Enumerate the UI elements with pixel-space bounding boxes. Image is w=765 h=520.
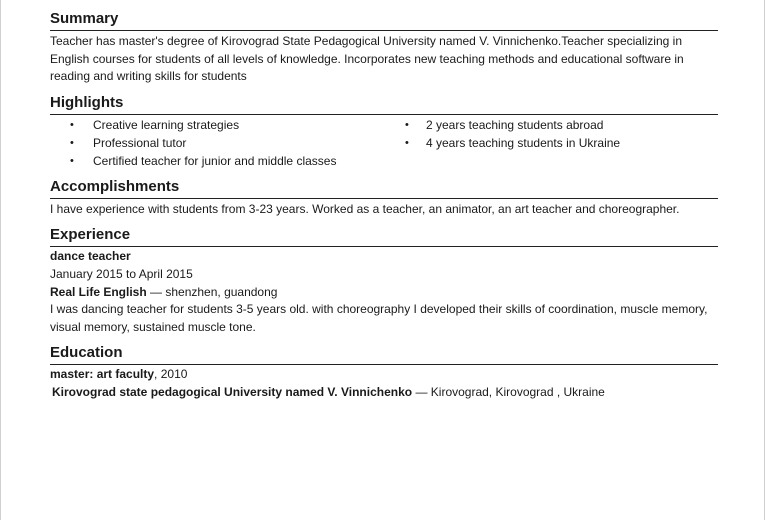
accomplishments-heading: Accomplishments [50,177,718,199]
accomplishments-section [50,177,718,219]
degree-name: master: art faculty [50,367,155,381]
bullet-icon: • [405,118,409,131]
experience-heading: Experience [50,225,718,247]
job-employer [50,283,718,301]
bullet-icon: • [70,136,74,149]
school-location: — Kirovograd, Kirovograd , Ukraine [412,385,605,399]
bullet-icon: • [70,154,74,167]
summary-heading: Summary [50,9,718,31]
bullet-icon: • [70,118,74,131]
resume-content [50,9,718,408]
highlight-text: 4 years teaching students in Ukraine [426,135,621,150]
highlight-text: Professional tutor [93,135,187,150]
highlight-item [50,134,405,152]
education-school-line [50,383,718,401]
summary-section [50,9,718,86]
highlights-list [50,116,718,170]
job-description: I was dancing teacher for students 3-5 years old. with choreography I developed their skills of coordination, muscle memory, visual memory, sustained muscle tone. [50,302,708,334]
highlights-right-column [405,116,620,170]
company-location: — shenzhen, guandong [146,285,278,299]
highlight-item [405,116,620,134]
highlight-text: 2 years teaching students abroad [426,117,604,132]
job-title: dance teacher [50,249,131,263]
highlight-item [405,134,620,152]
bullet-icon: • [405,136,409,149]
education-degree-line [50,365,718,383]
company-name: Real Life English [50,285,147,299]
highlight-item [50,152,405,170]
summary-text: Teacher has master's degree of Kirovograd State Pedagogical University named V. Vinnichenko.Teacher specializing in English courses for students of all levels of knowledge. Incorporates new teaching methods and educational software in reading and writing skills for students [50,34,684,83]
job-dates: January 2015 to April 2015 [50,267,193,281]
highlights-section [50,93,718,170]
highlights-left-column [50,116,405,170]
education-section [50,343,718,401]
highlights-heading: Highlights [50,93,718,115]
school-name: Kirovograd state pedagogical University named V. Vinnichenko [52,385,413,399]
highlight-item [50,116,405,134]
accomplishments-text: I have experience with students from 3-23 years. Worked as a teacher, an animator, an art teacher and choreographer. [50,201,680,216]
highlight-text: Certified teacher for junior and middle classes [93,153,337,168]
highlight-text: Creative learning strategies [93,117,240,132]
education-heading: Education [50,343,718,365]
experience-section [50,225,718,336]
degree-year: , 2010 [154,367,188,381]
